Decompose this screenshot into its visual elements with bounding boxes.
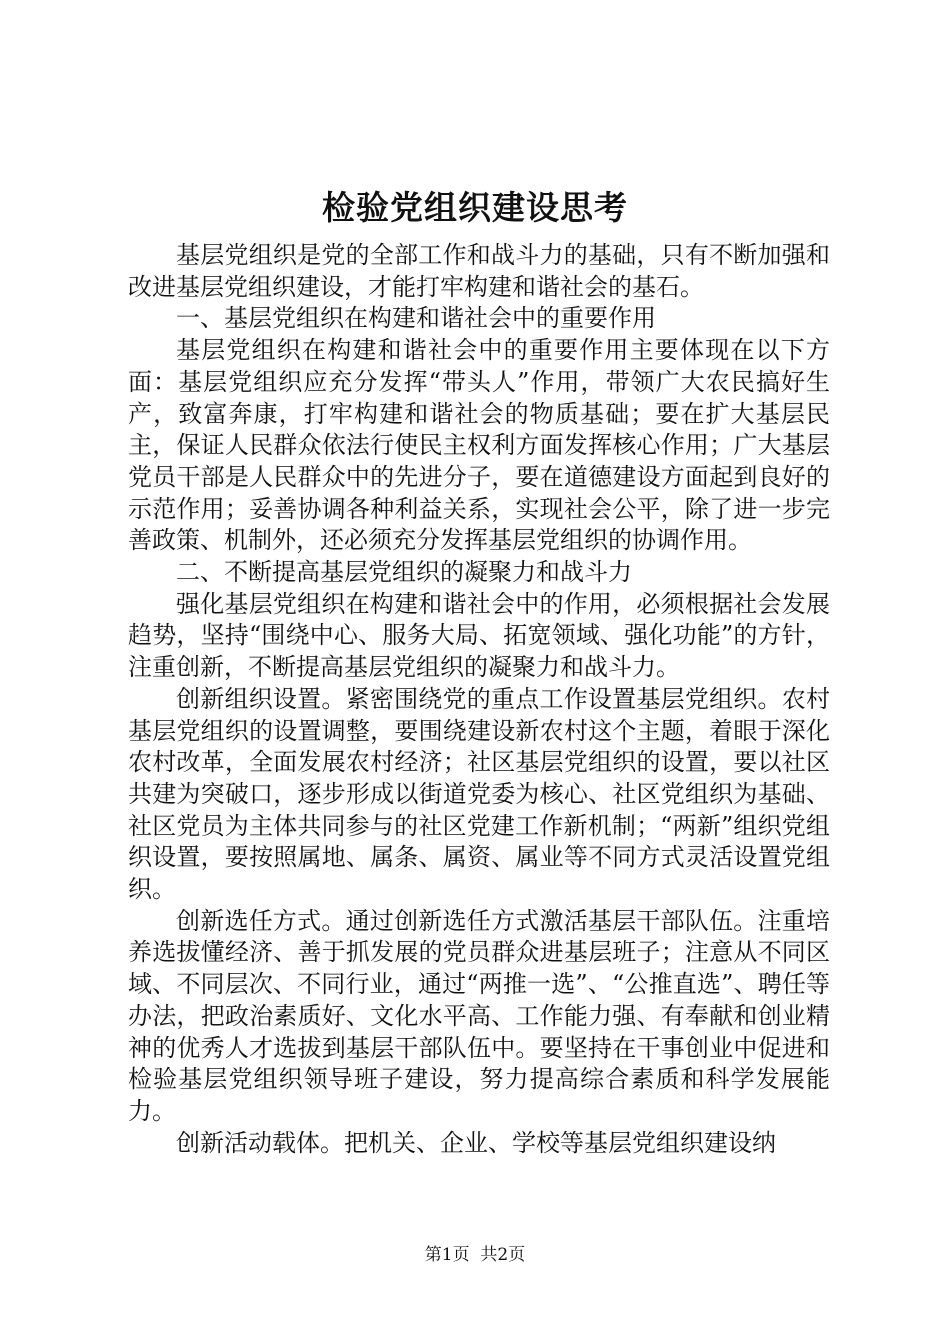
- paragraph-intro: 基层党组织是党的全部工作和战斗力的基础，只有不断加强和改进基层党组织建设，才能打牢构建和谐社会的基石。: [128, 241, 830, 301]
- section-heading-2: 二、不断提高基层党组织的凝聚力和战斗力: [176, 558, 632, 587]
- paragraph-selection: 创新选任方式。通过创新选任方式激活基层干部队伍。注重培养选拔懂经济、善于抓发展的党员群众进基层班子；注意从不同区域、不同层次、不同行业，通过“两推一选”、“公推直选”、聘任等办法，把政治素质好、文化水平高、工作能力强、有奉献和创业精神的优秀人才选拔到基层干部队伍中。要坚持在干事创业中促进和检验基层党组织领导班子建设，努力提高综合素质和科学发展能力。: [128, 906, 830, 1125]
- page-number-footer: [0, 1244, 950, 1266]
- document-body: [128, 240, 830, 1159]
- document-title: 检验党组织建设思考: [322, 188, 628, 227]
- paragraph-activities: 创新活动载体。把机关、企业、学校等基层党组织建设纳: [176, 1128, 776, 1157]
- page-number-label: 第1页 共2页: [424, 1245, 526, 1265]
- paragraph-role: 基层党组织在构建和谐社会中的重要作用主要体现在以下方面：基层党组织应充分发挥“带头人”作用，带领广大农民搞好生产，致富奔康，打牢构建和谐社会的物质基础；要在扩大基层民主，保证人民群众依法行使民主权利方面发挥核心作用；广大基层党员干部是人民群众中的先进分子，要在道德建设方面起到良好的示范作用；妥善协调各种利益关系，实现社会公平，除了进一步完善政策、机制外，还必须充分发挥基层党组织的协调作用。: [128, 336, 830, 555]
- paragraph-organization: 创新组织设置。紧密围绕党的重点工作设置基层党组织。农村基层党组织的设置调整，要围绕建设新农村这个主题，着眼于深化农村改革，全面发展农村经济；社区基层党组织的设置，要以社区共建为突破口，逐步形成以街道党委为核心、社区党组织为基础、社区党员为主体共同参与的社区党建工作新机制；“两新”组织党组织设置，要按照属地、属条、属资、属业等不同方式灵活设置党组织。: [128, 684, 830, 904]
- section-heading-1: 一、基层党组织在构建和谐社会中的重要作用: [176, 304, 656, 333]
- paragraph-strengthen: 强化基层党组织在构建和谐社会中的作用，必须根据社会发展趋势，坚持“围绕中心、服务大局、拓宽领域、强化功能”的方针，注重创新，不断提高基层党组织的凝聚力和战斗力。: [128, 589, 830, 682]
